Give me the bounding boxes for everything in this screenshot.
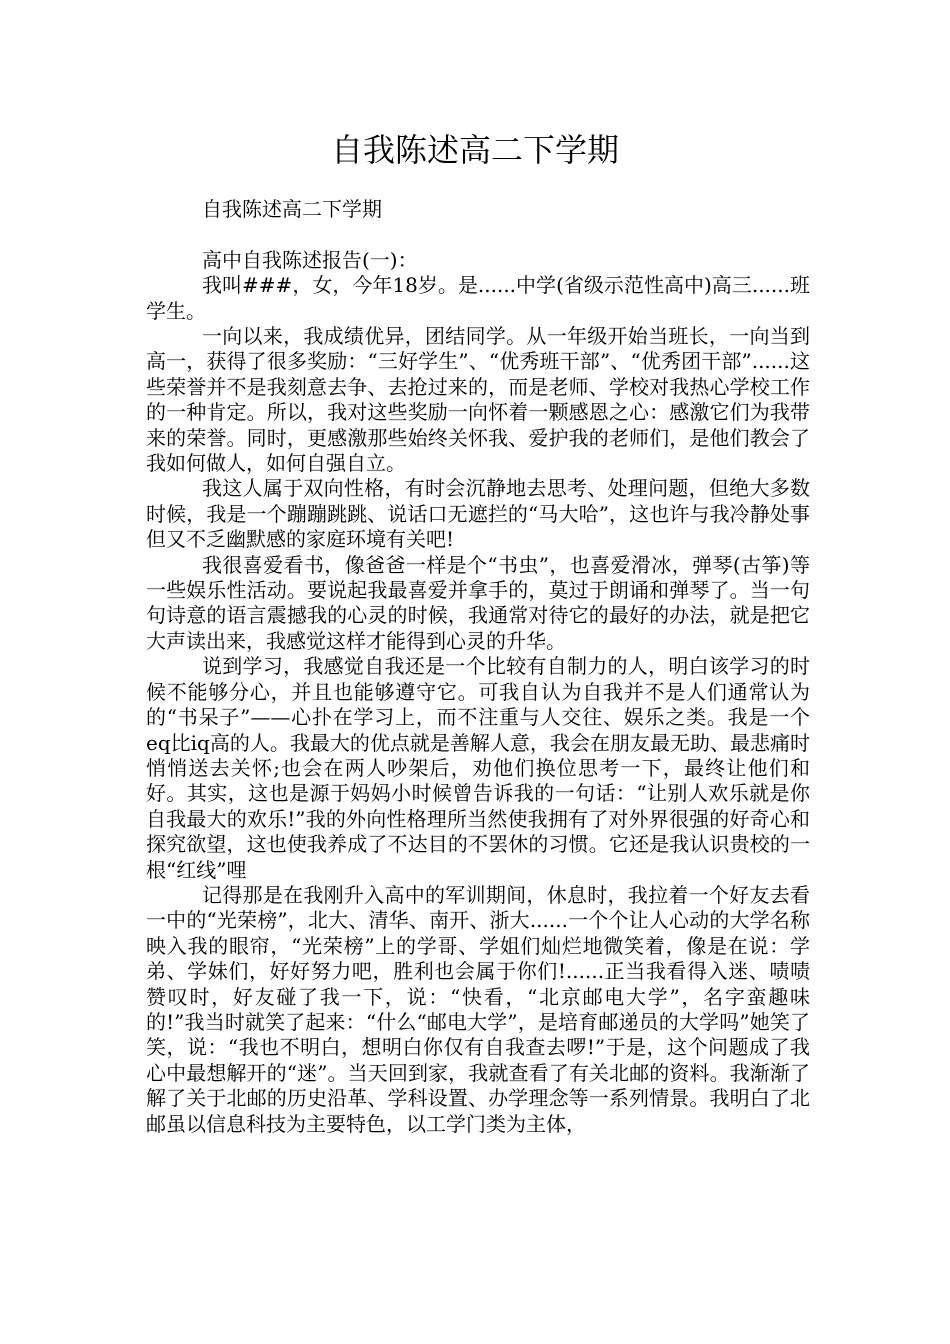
section-heading: 高中自我陈述报告(一)： (202, 247, 418, 272)
document-body (146, 197, 810, 1137)
paragraph: 一向以来，我成绩优异，团结同学。从一年级开始当班长，一向当到高一，获得了很多奖励：“三好学生”、“优秀班干部”、“优秀团干部”......这些荣誉并不是我刻意去争、去抢过来的，而是老师、学校对我热心学校工作的一种肯定。所以，我对这些奖励一向怀着一颗感恩之心：感激它们为我带来的荣誉。同时，更感激那些始终关怀我、爱护我的老师们，是他们教会了我如何做人，如何自强自立。 (146, 324, 810, 476)
paragraph: 我叫###，女，今年18岁。是......中学(省级示范性高中)高三......班学生。 (146, 273, 810, 323)
document-subtitle: 自我陈述高二下学期 (202, 197, 382, 221)
paragraph: 记得那是在我刚升入高中的军训期间，休息时，我拉着一个好友去看一中的“光荣榜”，北大、清华、南开、浙大......一个个让人心动的大学名称映入我的眼帘，“光荣榜”上的学哥、学姐们灿烂地微笑着，像是在说：学弟、学妹们，好好努力吧，胜利也会属于你们!......正当我看得入迷、啧啧赞叹时，好友碰了我一下，说：“快看，“北京邮电大学”，名字蛮趣味的!”我当时就笑了起来：“什么“邮电大学”，是培育邮递员的大学吗”她笑了笑，说：“我也不明白，想明白你仅有自我查去啰!”于是，这个问题成了我心中最想解开的“迷”。当天回到家，我就查看了有关北邮的资料。我渐渐了解了关于北邮的历史沿革、学科设置、办学理念等一系列情景。我明白了北邮虽以信息科技为主要特色，以工学门类为主体， (146, 882, 810, 1136)
paragraph: 我这人属于双向性格，有时会沉静地去思考、处理问题，但绝大多数时候，我是一个蹦蹦跳跳、说话口无遮拦的“马大哈”，这也许与我冷静处事但又不乏幽默感的家庭环境有关吧! (146, 476, 810, 552)
document-title: 自我陈述高二下学期 (330, 131, 619, 169)
paragraph: 说到学习，我感觉自我还是一个比较有自制力的人，明白该学习的时候不能够分心，并且也能够遵守它。可我自认为自我并不是人们通常认为的“书呆子”——心扑在学习上，而不注重与人交往、娱乐之类。我是一个eq比iq高的人。我最大的优点就是善解人意，我会在朋友最无助、最悲痛时悄悄送去关怀;也会在两人吵架后，劝他们换位思考一下，最终让他们和好。其实，这也是源于妈妈小时候曾告诉我的一句话：“让别人欢乐就是你自我最大的欢乐!”我的外向性格理所当然使我拥有了对外界很强的好奇心和探究欲望，这也使我养成了不达目的不罢休的习惯。它还是我认识贵校的一根“红线”哩 (146, 654, 810, 882)
paragraph: 我很喜爱看书，像爸爸一样是个“书虫”，也喜爱滑冰，弹琴(古筝)等一些娱乐性活动。要说起我最喜爱并拿手的，莫过于朗诵和弹琴了。当一句句诗意的语言震撼我的心灵的时候，我通常对待它的最好的办法，就是把它大声读出来，我感觉这样才能得到心灵的升华。 (146, 552, 810, 653)
